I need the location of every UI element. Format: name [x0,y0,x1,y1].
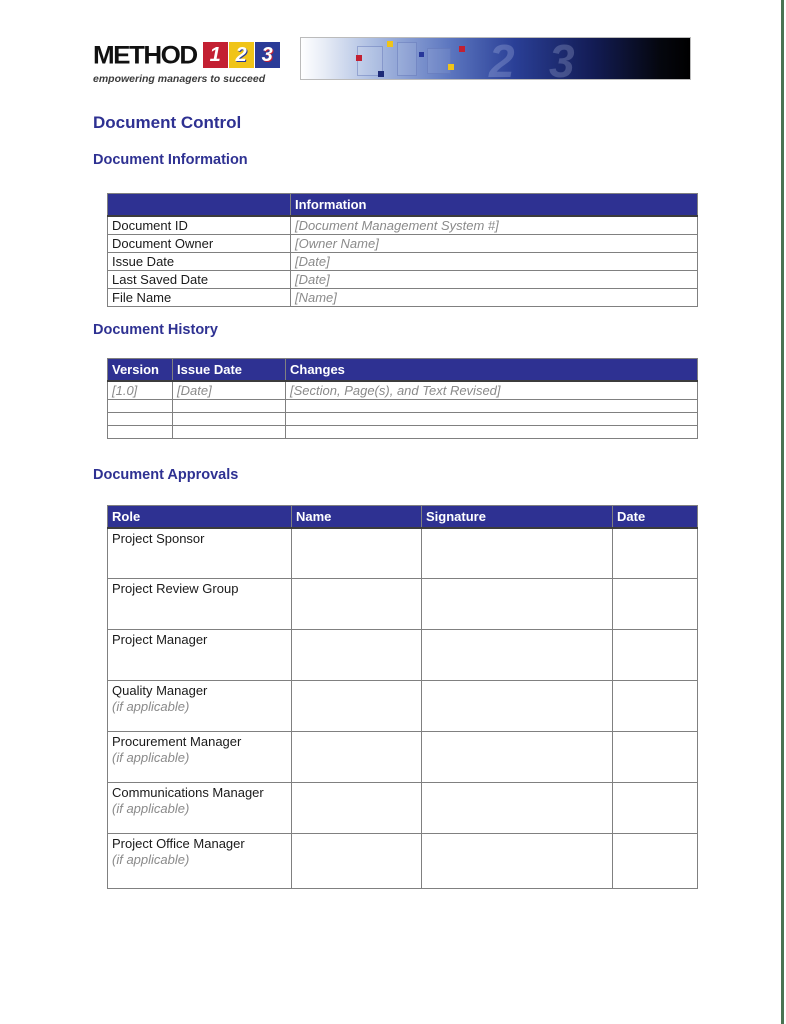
method123-logo [93,40,293,85]
logo-digit-2-icon: 2 [229,42,254,68]
table-header-row [108,194,698,216]
section-heading-information: Document Information [93,152,248,168]
role-label: Project Sponsor [112,530,205,546]
page-title: Document Control [93,113,242,132]
empty-cell [286,399,698,412]
approvals-header-signature: Signature [422,506,613,528]
empty-cell [108,412,173,425]
approvals-role-cell [108,579,292,630]
approvals-role-cell [108,630,292,681]
banner-yellow-square-icon [387,41,393,47]
approvals-signature-cell [422,579,613,630]
info-value-cell: [Document Management System #] [291,216,698,235]
approvals-signature-cell [422,783,613,834]
approvals-name-cell [292,579,422,630]
section-heading-history: Document History [93,322,218,338]
approvals-role-cell [108,528,292,579]
table-row [108,425,698,438]
approvals-date-cell [613,579,698,630]
empty-cell [108,425,173,438]
approvals-role-cell [108,681,292,732]
page-edge-line [781,0,784,1024]
history-header-version: Version [108,359,173,381]
approvals-name-cell [292,528,422,579]
approvals-name-cell [292,783,422,834]
empty-cell [108,399,173,412]
approvals-signature-cell [422,630,613,681]
history-header-changes: Changes [286,359,698,381]
info-label-cell: Document ID [108,216,291,235]
approvals-date-cell [613,681,698,732]
role-note: (if applicable) [112,750,190,765]
banner-schematic-box [427,48,451,74]
banner-schematic-box [397,42,417,76]
history-changes-cell: [Section, Page(s), and Text Revised] [286,381,698,400]
approvals-role-cell [108,732,292,783]
info-value-cell: [Owner Name] [291,234,698,252]
document-history-table [107,358,698,439]
banner-numeral-3: 3 [549,37,575,80]
history-header-issue-date: Issue Date [173,359,286,381]
approvals-header-name: Name [292,506,422,528]
table-row [108,270,698,288]
banner-yellow-square-icon [448,64,454,70]
approvals-signature-cell [422,528,613,579]
banner-numeral-2: 2 [489,37,515,80]
role-label: Project Manager [112,632,208,647]
role-note: (if applicable) [112,852,190,867]
role-label: Project Review Group [112,581,239,596]
table-header-row [108,506,698,528]
logo-digit-1-icon: 1 [203,42,228,68]
info-value-cell: [Date] [291,252,698,270]
role-label: Quality Manager [112,683,208,698]
info-label-cell: Issue Date [108,252,291,270]
approvals-date-cell [613,528,698,579]
empty-cell [173,412,286,425]
info-value-cell: [Name] [291,288,698,306]
info-header-information-cell: Information [291,194,698,216]
document-information-table [107,193,698,307]
table-row [108,528,698,579]
role-label: Communications Manager [112,785,264,800]
logo-row [93,40,293,70]
info-label-cell: Document Owner [108,234,291,252]
info-value-cell: [Date] [291,270,698,288]
approvals-header-date: Date [613,506,698,528]
table-row [108,234,698,252]
banner-red-square-icon [356,55,362,61]
approvals-name-cell [292,834,422,889]
approvals-date-cell [613,783,698,834]
table-row [108,399,698,412]
table-row [108,216,698,235]
table-row [108,681,698,732]
history-version-cell: [1.0] [108,381,173,400]
table-row [108,381,698,400]
approvals-header-role: Role [108,506,292,528]
table-header-row [108,359,698,381]
table-row [108,732,698,783]
logo-tagline: empowering managers to succeed [93,73,266,85]
history-date-cell: [Date] [173,381,286,400]
approvals-date-cell [613,834,698,889]
logo-digit-3-icon: 3 [255,42,280,68]
banner-blue-square-icon [419,52,424,57]
empty-cell [173,425,286,438]
approvals-role-cell [108,783,292,834]
header-banner-image [300,37,691,80]
table-row [108,783,698,834]
role-label: Project Office Manager [112,836,245,851]
approvals-date-cell [613,630,698,681]
approvals-signature-cell [422,834,613,889]
approvals-role-cell [108,834,292,889]
document-approvals-table [107,505,698,889]
table-row [108,579,698,630]
table-row [108,834,698,889]
role-note: (if applicable) [112,699,190,714]
info-label-cell: Last Saved Date [108,270,291,288]
table-row [108,288,698,306]
table-row [108,252,698,270]
empty-cell [286,425,698,438]
approvals-signature-cell [422,681,613,732]
approvals-name-cell [292,630,422,681]
role-note: (if applicable) [112,801,190,816]
approvals-signature-cell [422,732,613,783]
table-row [108,412,698,425]
approvals-date-cell [613,732,698,783]
logo-wordmark: METHOD [93,40,197,70]
banner-blue-square-icon [378,71,384,77]
approvals-name-cell [292,732,422,783]
table-row [108,630,698,681]
info-label-cell: File Name [108,288,291,306]
role-label: Procurement Manager [112,734,242,749]
empty-cell [286,412,698,425]
info-header-blank-cell [108,194,291,216]
approvals-name-cell [292,681,422,732]
empty-cell [173,399,286,412]
section-heading-approvals: Document Approvals [93,467,239,483]
banner-red-square-icon [459,46,465,52]
